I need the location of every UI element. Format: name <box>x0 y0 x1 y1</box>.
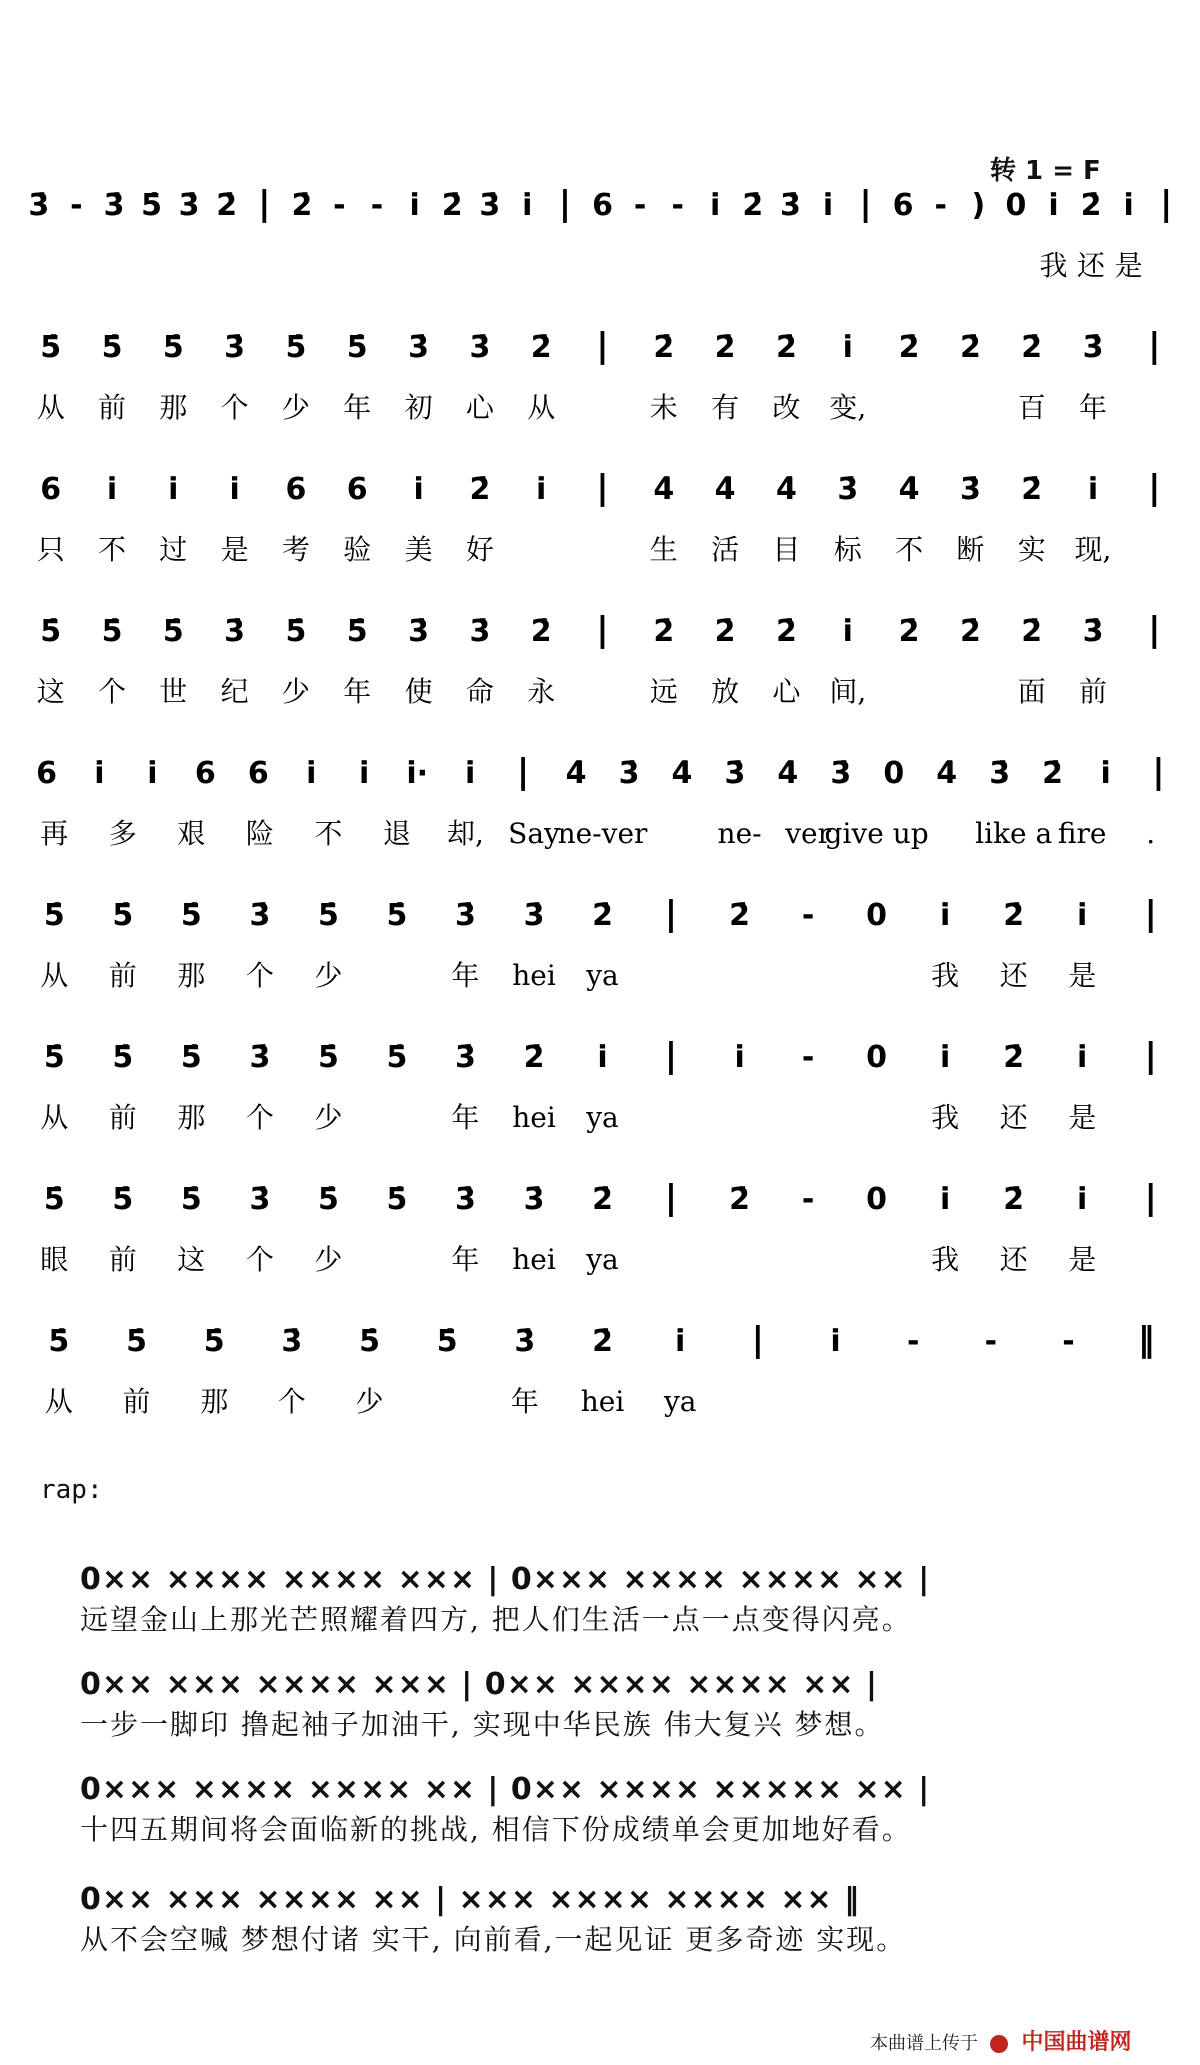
barline: | <box>1159 184 1173 224</box>
lyric-syllable: 个 <box>245 959 274 992</box>
lyric-syllable: 纪 <box>220 675 249 708</box>
lyric-syllable: 不 <box>895 533 924 566</box>
lyric-syllable: 世 <box>159 675 188 708</box>
note: i̇ <box>413 472 424 507</box>
note: i̇ <box>939 1182 951 1217</box>
lyric-syllable: like a <box>975 817 1053 850</box>
note: 3̇ <box>249 1182 271 1217</box>
lyric-syllable: 这 <box>177 1243 206 1276</box>
lyric-syllable: 年 <box>343 675 372 708</box>
note: 5̇ <box>359 1324 380 1359</box>
note: 3̇ <box>1082 614 1104 649</box>
note: i̇ <box>842 614 853 649</box>
site-footer <box>870 2025 1131 2056</box>
lyric-syllable: Say <box>508 817 560 850</box>
lyric-syllable: 年 <box>451 1101 480 1134</box>
lyric-syllable: 少 <box>314 1101 343 1134</box>
note: 5̇ <box>317 1182 339 1217</box>
note: i̇ <box>1048 188 1059 223</box>
lyric-syllable: 心 <box>772 675 801 708</box>
note: i̇ <box>830 1324 841 1359</box>
lyric-syllable: 少 <box>281 675 310 708</box>
barline: | <box>1148 326 1161 366</box>
lyric-syllable: 这 <box>36 675 65 708</box>
note: - <box>370 188 384 223</box>
lyric-syllable: 我 <box>931 1101 960 1134</box>
lyric-syllable: 是 <box>1068 1101 1097 1134</box>
lyric-syllable: 美 <box>404 533 433 566</box>
note: 4̇ <box>565 756 587 791</box>
note: 5̇ <box>101 614 123 649</box>
note: 4̇ <box>898 472 920 507</box>
note: 2̇ <box>530 614 552 649</box>
note: i̇ <box>94 756 105 791</box>
note: 2̇ <box>653 330 675 365</box>
lyric-syllable: ya <box>586 959 619 992</box>
note: i̇ <box>597 1040 608 1075</box>
rap-row <box>80 1560 1140 1640</box>
lyric-syllable: 前 <box>97 391 127 424</box>
lyric-syllable: hei <box>512 1243 556 1276</box>
note: 5̇ <box>386 898 408 933</box>
upload-note: 本曲谱上传于 <box>870 2033 978 2054</box>
note: i̇ <box>939 898 951 933</box>
lyric-syllable: ne- <box>717 817 762 850</box>
lyric-syllable: 实 <box>1017 533 1046 566</box>
note: 3̇ <box>523 898 545 933</box>
lyric-syllable: 还 <box>999 959 1028 992</box>
note: 2̇ <box>441 188 463 223</box>
note: - <box>333 188 346 223</box>
note: 5̇ <box>40 330 62 365</box>
note: i̇ <box>842 330 853 365</box>
note: i̇· <box>406 756 429 791</box>
note: 3̇ <box>454 1040 476 1075</box>
note: 3̇ <box>618 756 640 791</box>
note: i̇ <box>822 188 834 223</box>
note: 6 <box>36 756 57 791</box>
note: 5̇ <box>180 898 202 933</box>
note: 3̇ <box>408 614 430 649</box>
lyric-syllable: 是 <box>220 533 249 566</box>
lyric-syllable: 面 <box>1017 675 1046 708</box>
barline: | <box>664 1178 678 1218</box>
lyric-syllable: 年 <box>451 1243 480 1276</box>
note: 3̇ <box>178 188 200 223</box>
key-change-label: 转 1 = F <box>990 156 1101 186</box>
note: i̇ <box>536 472 547 507</box>
barline: | <box>1148 468 1161 508</box>
lyric-syllable: ya <box>586 1243 619 1276</box>
note: 5̇ <box>203 1324 225 1359</box>
note: 5̇ <box>386 1040 408 1075</box>
lyric-syllable: 前 <box>108 959 137 992</box>
note: 5̇ <box>386 1182 408 1217</box>
barline: | <box>751 1320 765 1360</box>
note: 6 <box>40 472 62 507</box>
lyric-syllable: 眼 <box>40 1243 69 1276</box>
lyric-syllable: 验 <box>343 533 372 566</box>
note: 5̇ <box>43 1040 65 1075</box>
note: 4̇ <box>714 472 736 507</box>
note: 2̇ <box>653 614 675 649</box>
note: 3̇ <box>724 756 746 791</box>
lyric-syllable: 百 <box>1017 391 1046 424</box>
lyric-syllable: 个 <box>245 1101 274 1134</box>
note: 0 <box>866 1182 888 1217</box>
lyric-syllable: 前 <box>1078 675 1108 708</box>
note: 2̇ <box>592 1182 613 1217</box>
note: 5̇ <box>101 330 123 365</box>
lyric-syllable: 断 <box>956 533 985 566</box>
lyric-syllable: 那 <box>159 391 188 424</box>
lyric-syllable: 从 <box>40 1101 69 1134</box>
note: - <box>801 898 815 933</box>
note: i̇ <box>464 756 476 791</box>
lyric-syllable: hei <box>580 1385 625 1418</box>
note: 2̇ <box>592 1324 613 1359</box>
note: 3̇ <box>989 756 1011 791</box>
lyric-syllable: 从 <box>36 391 65 424</box>
note: ) <box>971 188 986 223</box>
note: i̇ <box>1077 1040 1088 1075</box>
barline: | <box>859 184 872 224</box>
lyric-syllable: 那 <box>200 1385 229 1418</box>
lyric-syllable: fire <box>1057 817 1107 850</box>
lyric-syllable: ya <box>663 1385 697 1418</box>
note: 2̇ <box>1003 1182 1025 1217</box>
rap-row <box>80 1770 1140 1850</box>
note: i̇ <box>734 1040 745 1075</box>
note: i̇ <box>168 472 179 507</box>
lyric-syllable: ver <box>785 817 831 850</box>
note: i̇ <box>939 1040 951 1075</box>
note: 3̇ <box>281 1324 303 1359</box>
rap-row <box>80 1880 1140 1960</box>
note: 3̇ <box>830 756 852 791</box>
lyric-syllable: ya <box>586 1101 619 1134</box>
note: 0 <box>883 756 905 791</box>
note: 2̇ <box>729 1182 751 1217</box>
lyric-syllable: 从 <box>44 1385 73 1418</box>
lyric-syllable: 退 <box>382 817 411 850</box>
lyric-syllable: 还 <box>1076 249 1106 282</box>
note: i̇ <box>710 188 721 223</box>
lyric-syllable: 我 <box>1039 249 1068 282</box>
note: 6 <box>892 188 914 223</box>
lyric-syllable: 还 <box>999 1243 1028 1276</box>
note: 6 <box>592 188 613 223</box>
note: 3̇ <box>454 1182 476 1217</box>
note: - <box>801 1182 815 1217</box>
note: 5̇ <box>48 1324 70 1359</box>
rap-rhythm: 0×× ××× ×××× ××× | 0×× ×××× ×××× ×× | <box>80 1667 878 1702</box>
lyric-syllable: 心 <box>465 391 494 424</box>
note: 3̇ <box>28 188 50 223</box>
rap-rhythm: 0××× ×××× ×××× ×× | 0×× ×××× ××××× ×× | <box>80 1772 931 1807</box>
note: 5̇ <box>285 330 307 365</box>
lyric-syllable: 使 <box>404 675 433 708</box>
note: - <box>934 188 947 223</box>
note: 3̇ <box>469 614 491 649</box>
note: i̇ <box>522 188 533 223</box>
note: 5̇ <box>43 898 65 933</box>
barline: | <box>1144 894 1157 934</box>
note: 3̇ <box>224 614 246 649</box>
note: 3̇ <box>1082 330 1104 365</box>
note: - <box>906 1324 920 1359</box>
lyric-syllable: 过 <box>159 533 188 566</box>
barline: | <box>1144 1036 1157 1076</box>
note: 2̇ <box>1042 756 1064 791</box>
note: 2̇ <box>714 614 736 649</box>
lyric-syllable: 目 <box>772 533 801 566</box>
note: 3̇ <box>479 188 501 223</box>
note: 3̇ <box>514 1324 536 1359</box>
barline: | <box>664 1036 678 1076</box>
lyric-syllable: 初 <box>404 391 433 424</box>
note: - <box>633 188 647 223</box>
note: 4̇ <box>653 472 675 507</box>
note: i̇ <box>359 756 370 791</box>
lyric-syllable: 多 <box>108 817 137 850</box>
lyric-syllable: 活 <box>711 533 740 566</box>
note: i̇ <box>409 188 420 223</box>
note: 3̇ <box>959 472 981 507</box>
lyric-syllable: 年 <box>1078 391 1108 424</box>
note: 0 <box>866 898 888 933</box>
lyric-syllable: 个 <box>97 675 127 708</box>
lyric-syllable: 是 <box>1068 1243 1097 1276</box>
note: 2̇ <box>742 188 764 223</box>
note: 2̇ <box>1021 330 1043 365</box>
lyric-syllable: 有 <box>711 391 740 424</box>
note: 5̇ <box>436 1324 458 1359</box>
note: 5̇ <box>112 1040 134 1075</box>
lyric-syllable: hei <box>512 959 556 992</box>
note: 2̇ <box>469 472 491 507</box>
note: 6 <box>247 756 269 791</box>
rap-rhythm: 0×× ××× ×××× ×× | ××× ×××× ×××× ×× ‖ <box>80 1882 861 1917</box>
note: i̇ <box>147 756 158 791</box>
note: 4̇ <box>775 472 797 507</box>
lyric-syllable: 前 <box>122 1385 151 1418</box>
barline: | <box>1144 1178 1157 1218</box>
lyric-syllable: 年 <box>510 1385 539 1418</box>
note: 6 <box>194 756 216 791</box>
lyric-syllable: 艰 <box>177 817 206 850</box>
note: 5̇ <box>126 1324 147 1359</box>
note: 3̇ <box>408 330 430 365</box>
note: 5̇ <box>162 330 184 365</box>
lyric-syllable: 我 <box>931 1243 960 1276</box>
note: 5̇ <box>285 614 307 649</box>
rap-row <box>80 1665 1140 1745</box>
lyric-syllable: 是 <box>1114 249 1143 282</box>
note: 0 <box>866 1040 888 1075</box>
barline: | <box>558 184 572 224</box>
note: 2̇ <box>1080 188 1102 223</box>
lyric-syllable: 从 <box>40 959 69 992</box>
lyric-syllable: 标 <box>833 533 862 566</box>
note: 2̇ <box>729 898 751 933</box>
lyric-syllable: 变, <box>829 391 867 424</box>
lyric-syllable: 前 <box>108 1243 137 1276</box>
note: 3̇ <box>224 330 246 365</box>
lyric-syllable: 远 <box>649 675 678 708</box>
note: 5̇ <box>141 188 162 223</box>
note: i̇ <box>1077 898 1088 933</box>
note: 3̇ <box>454 898 476 933</box>
note: 5̇ <box>112 898 134 933</box>
note: 5̇ <box>317 1040 339 1075</box>
rap-label: rap: <box>40 1475 103 1505</box>
note: 2̇ <box>1021 472 1043 507</box>
note: 5̇ <box>317 898 339 933</box>
note: i̇ <box>306 756 317 791</box>
barline: | <box>664 894 678 934</box>
lyric-syllable: 年 <box>451 959 480 992</box>
lyric-syllable: 只 <box>36 533 65 566</box>
note: 2̇ <box>1003 1040 1025 1075</box>
lyric-syllable: 还 <box>999 1101 1028 1134</box>
note: 2̇ <box>592 898 613 933</box>
lyric-syllable: 再 <box>40 817 69 850</box>
lyric-syllable: 是 <box>1068 959 1097 992</box>
barline: | <box>516 752 530 792</box>
note: 5̇ <box>43 1182 65 1217</box>
lyric-syllable: 改 <box>772 391 801 424</box>
site-name[interactable]: 中国曲谱网 <box>1021 2030 1132 2055</box>
note: i̇ <box>675 1324 686 1359</box>
note: 2̇ <box>898 330 920 365</box>
note: 5̇ <box>346 330 368 365</box>
rap-lyric: 一步一脚印 撸起袖子加油干, 实现中华民族 伟大复兴 梦想。 <box>80 1708 885 1741</box>
note: 2̇ <box>530 330 552 365</box>
lyric-syllable: 个 <box>277 1385 306 1418</box>
lyric-syllable: 少 <box>314 959 343 992</box>
note: i̇ <box>1077 1182 1088 1217</box>
lyric-syllable: 不 <box>97 533 127 566</box>
note: 4̇ <box>936 756 958 791</box>
barline: | <box>596 468 609 508</box>
lyric-syllable: ne-ver <box>557 817 648 850</box>
lyric-syllable: 不 <box>314 817 343 850</box>
note: i̇ <box>106 472 118 507</box>
note: 5̇ <box>180 1182 202 1217</box>
lyric-syllable: 少 <box>314 1243 343 1276</box>
lyric-syllable: give up <box>824 817 929 850</box>
rap-lyric: 十四五期间将会面临新的挑战, 相信下份成绩单会更加地好看。 <box>80 1813 912 1846</box>
note: 3̇ <box>523 1182 545 1217</box>
rap-rhythm: 0×× ×××× ×××× ××× | 0××× ×××× ×××× ×× | <box>80 1562 931 1597</box>
note: 3̇ <box>837 472 859 507</box>
lyric-syllable: . <box>1146 817 1156 850</box>
lyric-syllable: 未 <box>649 391 678 424</box>
lyric-syllable: 少 <box>355 1385 384 1418</box>
site-logo-icon <box>990 2035 1008 2053</box>
note: - <box>801 1040 815 1075</box>
lyric-syllable: hei <box>512 1101 556 1134</box>
note: 0 <box>1005 188 1027 223</box>
lyric-syllable: 生 <box>649 533 678 566</box>
note: 2̇ <box>714 330 736 365</box>
note: 3̇ <box>249 898 271 933</box>
note: 6 <box>285 472 307 507</box>
note: 2̇ <box>1021 614 1043 649</box>
lyric-syllable: 间, <box>829 675 867 708</box>
lyric-syllable: 那 <box>177 959 206 992</box>
note: 2̇ <box>959 614 981 649</box>
note: - <box>984 1324 998 1359</box>
note: 3̇ <box>249 1040 271 1075</box>
note: 5̇ <box>40 614 62 649</box>
barline: | <box>596 610 609 650</box>
note: 5̇ <box>346 614 368 649</box>
note: 6 <box>346 472 368 507</box>
lyric-syllable: 命 <box>465 675 494 708</box>
lyric-syllable: 年 <box>343 391 372 424</box>
note: 2̇ <box>523 1040 545 1075</box>
lyric-syllable: 永 <box>527 675 556 708</box>
note: 5̇ <box>112 1182 134 1217</box>
note: i̇ <box>1123 188 1134 223</box>
barline: ‖ <box>1137 1320 1155 1360</box>
note: 2̇ <box>291 188 313 223</box>
note: 3̇ <box>469 330 491 365</box>
note: 2̇ <box>959 330 981 365</box>
lyric-syllable: 好 <box>465 533 494 566</box>
note: 2̇ <box>775 330 797 365</box>
lyric-syllable: 现, <box>1074 533 1112 566</box>
note: 5̇ <box>162 614 184 649</box>
note: 4̇ <box>671 756 693 791</box>
note: i̇ <box>229 472 240 507</box>
note: 2̇ <box>775 614 797 649</box>
note: 3̇ <box>103 188 125 223</box>
rap-lyric: 远望金山上那光芒照耀着四方, 把人们生活一点一点变得闪亮。 <box>80 1603 912 1636</box>
note: 2̇ <box>216 188 238 223</box>
lyric-syllable: 个 <box>220 391 249 424</box>
note: - <box>70 188 83 223</box>
note: i̇ <box>1087 472 1099 507</box>
note: 4̇ <box>777 756 799 791</box>
barline: | <box>1148 610 1161 650</box>
barline: | <box>596 326 609 366</box>
barline: | <box>1152 752 1165 792</box>
lyric-syllable: 个 <box>245 1243 274 1276</box>
barline: | <box>258 184 271 224</box>
lyric-syllable: 少 <box>281 391 310 424</box>
lyric-syllable: 放 <box>711 675 740 708</box>
lyric-syllable: 险 <box>245 817 274 850</box>
lyric-syllable: 从 <box>527 391 556 424</box>
lyric-syllable: 那 <box>177 1101 206 1134</box>
note: 5̇ <box>180 1040 202 1075</box>
note: - <box>1062 1324 1075 1359</box>
note: - <box>671 188 684 223</box>
note: 3̇ <box>779 188 801 223</box>
note: i̇ <box>1100 756 1111 791</box>
lyric-syllable: 却, <box>446 817 484 850</box>
note: 2̇ <box>898 614 920 649</box>
rap-lyric: 从不会空喊 梦想付诸 实干, 向前看,一起见证 更多奇迹 实现。 <box>80 1923 907 1956</box>
note: 2̇ <box>1003 898 1025 933</box>
lyric-syllable: 考 <box>281 533 310 566</box>
lyric-syllable: 前 <box>108 1101 137 1134</box>
lyric-syllable: 我 <box>931 959 960 992</box>
